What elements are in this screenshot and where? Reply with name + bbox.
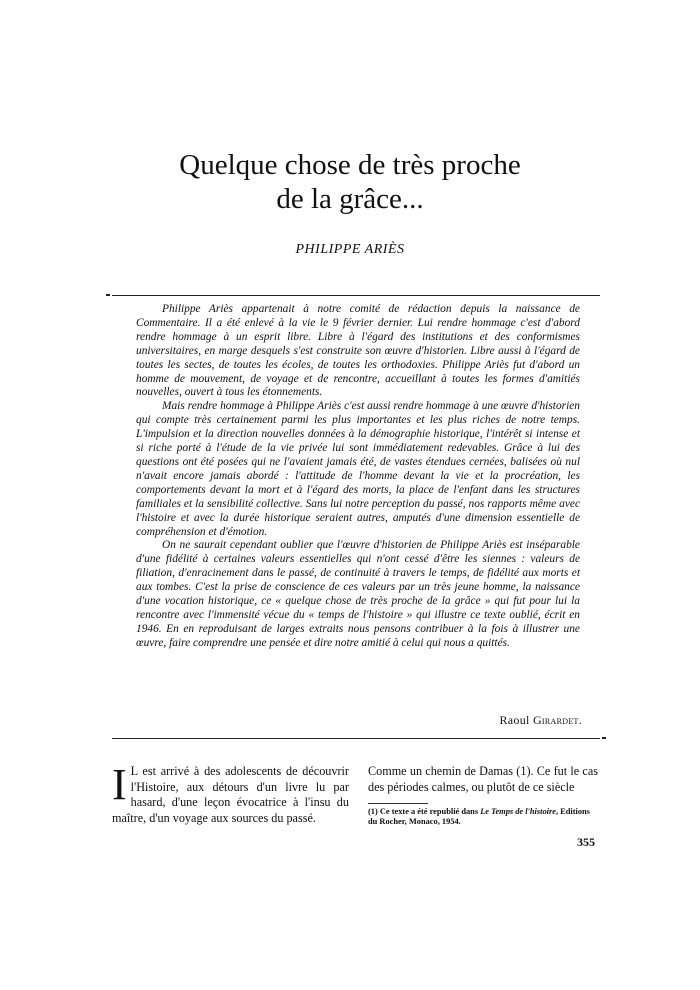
footnote-divider — [368, 803, 428, 804]
editorial-paragraph-1: Philippe Ariès appartenait à notre comité de rédaction depuis la naissance de Commentaire. Il a été enlevé à la vie le 9 février dernier. Lui rendre hommage c'est d'abord rendre hommage à un esprit libre. Libre à l'égard des institutions et des conformismes universitaires, en marge desquels s'est construite son œuvre d'historien. Libre aussi à l'égard de toutes les sectes, de toutes les écoles, de toutes les orthodoxies. Philippe Ariès fut d'abord un homme de mouvement, de voyage et de rencontre, accueillant à toutes les formes d'amitiés nouvelles, ouvert à tous les étonnements. — [136, 303, 580, 399]
title-line-2: de la grâce... — [276, 183, 424, 215]
body-left-text: L est arrivé à des adolescents de découvrir l'Histoire, aux détours d'un livre lu par hasard, d'une leçon évocatrice à l'insu du maître, d'un voyage aux sources du passé. — [112, 764, 349, 826]
page-number: 355 — [577, 835, 595, 849]
footnote-suffix: , Editions du Rocher, Monaco, 1954. — [368, 807, 590, 827]
editorial-paragraph-3: On ne saurait cependant oublier que l'œuvre d'historien de Philippe Ariès est inséparable d'une fidélité à certaines valeurs essentielles qui n'ont cessé d'être les siennes : valeurs de filiation, d'enracinement dans le passé, de continuité à travers le temps, de fidélité aux morts et aux tombes. C'est la prise de conscience de ces valeurs par un très jeune homme, la naissance d'une vocation historique, ce « quelque chose de très proche de la grâce » qui fut pour lui la rencontre avec l'immensité vécue du « temps de l'histoire » qui illustre ce texte oublié, écrit en 1946. En en reproduisant de larges extraits nous pensons contribuer à la fois à illustrer une œuvre, faire comprendre une pensée et dire notre amitié à celui qui nous a quittés. — [136, 539, 580, 649]
editorial-note — [136, 303, 580, 651]
drop-cap: I — [112, 760, 127, 809]
author-name: PHILIPPE ARIÈS — [295, 242, 405, 257]
body-column-right — [368, 764, 598, 827]
middle-divider — [112, 738, 600, 739]
body-right-text-start: Comme un chemin de Damas ( — [368, 764, 521, 778]
editorial-signature — [499, 713, 582, 728]
editorial-paragraph-2: Mais rendre hommage à Philippe Ariès c'est aussi rendre hommage à une œuvre d'historien qui compte très certainement parmi les plus importantes et les plus riches de notre temps. L'impulsion et la direction nouvelles données à la démographie historique, l'intérêt si intense et si riche porté à l'étude de la vie privée lui sont immédiatement redevables. Grâce à lui des questions ont été posées qui ne l'avaient jamais été, de vastes étendues cernées, balisées où nul n'avait encore jamais abordé : l'attitude de l'homme devant la vie et la procréation, les comportements devant la mort et à l'égard des morts, la place de l'enfant dans les structures familiales et la sensibilité collective. Sans lui notre perception du passé, nos rapports même avec l'histoire et avec la durée historique seraient autres, amputés d'une dimension essentielle de compréhension et d'émotion. — [136, 400, 580, 538]
signature-first-name: Raoul — [499, 713, 530, 727]
body-column-left — [112, 760, 349, 827]
footnote-book-title: Le Temps de l'histoire — [480, 807, 556, 817]
top-divider — [112, 295, 600, 296]
article-title — [0, 148, 700, 216]
footnote — [368, 807, 598, 827]
body-paragraph-start — [112, 760, 349, 827]
body-paragraph-continued — [368, 764, 598, 795]
footnote-prefix: (1) Ce texte a été republié dans — [368, 807, 481, 817]
signature-last-name: Girardet. — [532, 713, 582, 727]
title-line-1: Quelque chose de très proche — [179, 149, 521, 181]
body-right-text-end: ). Ce fut le cas des périodes calmes, ou plutôt de ce siècle — [368, 764, 598, 794]
footnote-reference: 1 — [520, 764, 527, 778]
